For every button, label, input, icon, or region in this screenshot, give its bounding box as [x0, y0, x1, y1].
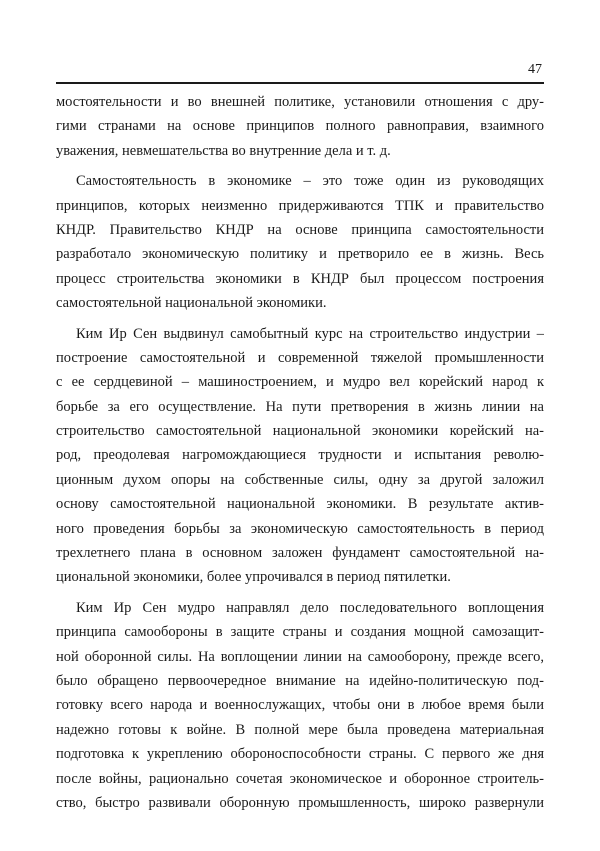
paragraph	[56, 169, 544, 315]
text-line: ционным духом опоры на собственные силы, одну за другой заложил	[56, 471, 544, 488]
text-line: уважения, невмешательства во внутренние дела и т. д.	[56, 142, 391, 159]
text-line: трехлетнего плана в основном заложен фундамент самостоятельной на-	[56, 545, 544, 562]
text-line: ного проведения борьбы за экономическую самостоятельность в период	[56, 520, 544, 537]
text-line: КНДР. Правительство КНДР на основе принципа самостоятельности	[56, 221, 544, 238]
text-line: самостоятельной национальной экономики.	[56, 295, 327, 312]
text-line: ство, быстро развивали оборонную промышленность, широко развернули	[56, 794, 544, 811]
text-line: принципов, которых неизменно придерживаются ТПК и правительство	[56, 197, 544, 214]
page-number: 47	[528, 62, 542, 77]
text-line: подготовка к укреплению обороноспособности страны. С первого же дня	[56, 746, 544, 763]
text-line: процесс строительства экономики в КНДР был процессом построения	[56, 270, 544, 287]
text-line: после войны, рационально сочетая экономическое и оборонное строитель-	[56, 770, 544, 787]
text-line: мостоятельности и во внешней политике, установили отношения с дру-	[56, 94, 544, 110]
text-line: борьбе за его осуществление. На пути претворения в жизнь линии на	[56, 398, 544, 415]
text-line: надежно готовы к войне. В полной мере была проведена материальная	[56, 721, 544, 738]
paragraph	[56, 322, 544, 590]
text-line: построение самостоятельной и современной тяжелой промышленности	[56, 349, 544, 366]
text-line: основу самостоятельной национальной экономики. В результате актив-	[56, 496, 544, 513]
text-line: с ее сердцевиной – машиностроением, и мудро вел корейский народ к	[56, 374, 544, 391]
paragraph	[56, 90, 544, 163]
text-line: принципа самообороны в защите страны и создания мощной самозащит-	[56, 624, 544, 641]
text-line: циональной экономики, более упрочивался в период пятилетки.	[56, 569, 451, 586]
text-line: ной оборонной силы. На воплощении линии на самооборону, прежде всего,	[56, 648, 544, 665]
text-line: разработало экономическую политику и претворило ее в жизнь. Весь	[56, 246, 544, 263]
text-line: Ким Ир Сен мудро направлял дело последовательного воплощения	[76, 599, 544, 616]
text-line: Самостоятельность в экономике – это тоже один из руководящих	[76, 173, 544, 190]
text-line: строительство самостоятельной национальной экономики корейский на-	[56, 423, 544, 440]
text-line: готовку всего народа и военнослужащих, чтобы они в любое время были	[56, 697, 544, 714]
text-line: род, преодолевая нагромождающиеся трудности и испытания револю-	[56, 447, 544, 464]
text-line: было обращено первоочередное внимание на идейно-политическую под-	[56, 672, 544, 689]
body-text	[56, 90, 544, 815]
text-line: гими странами на основе принципов полного равноправия, взаимного	[56, 118, 544, 135]
text-line: Ким Ир Сен выдвинул самобытный курс на строительство индустрии –	[76, 325, 544, 342]
header-rule	[56, 82, 544, 84]
paragraph	[56, 596, 544, 816]
